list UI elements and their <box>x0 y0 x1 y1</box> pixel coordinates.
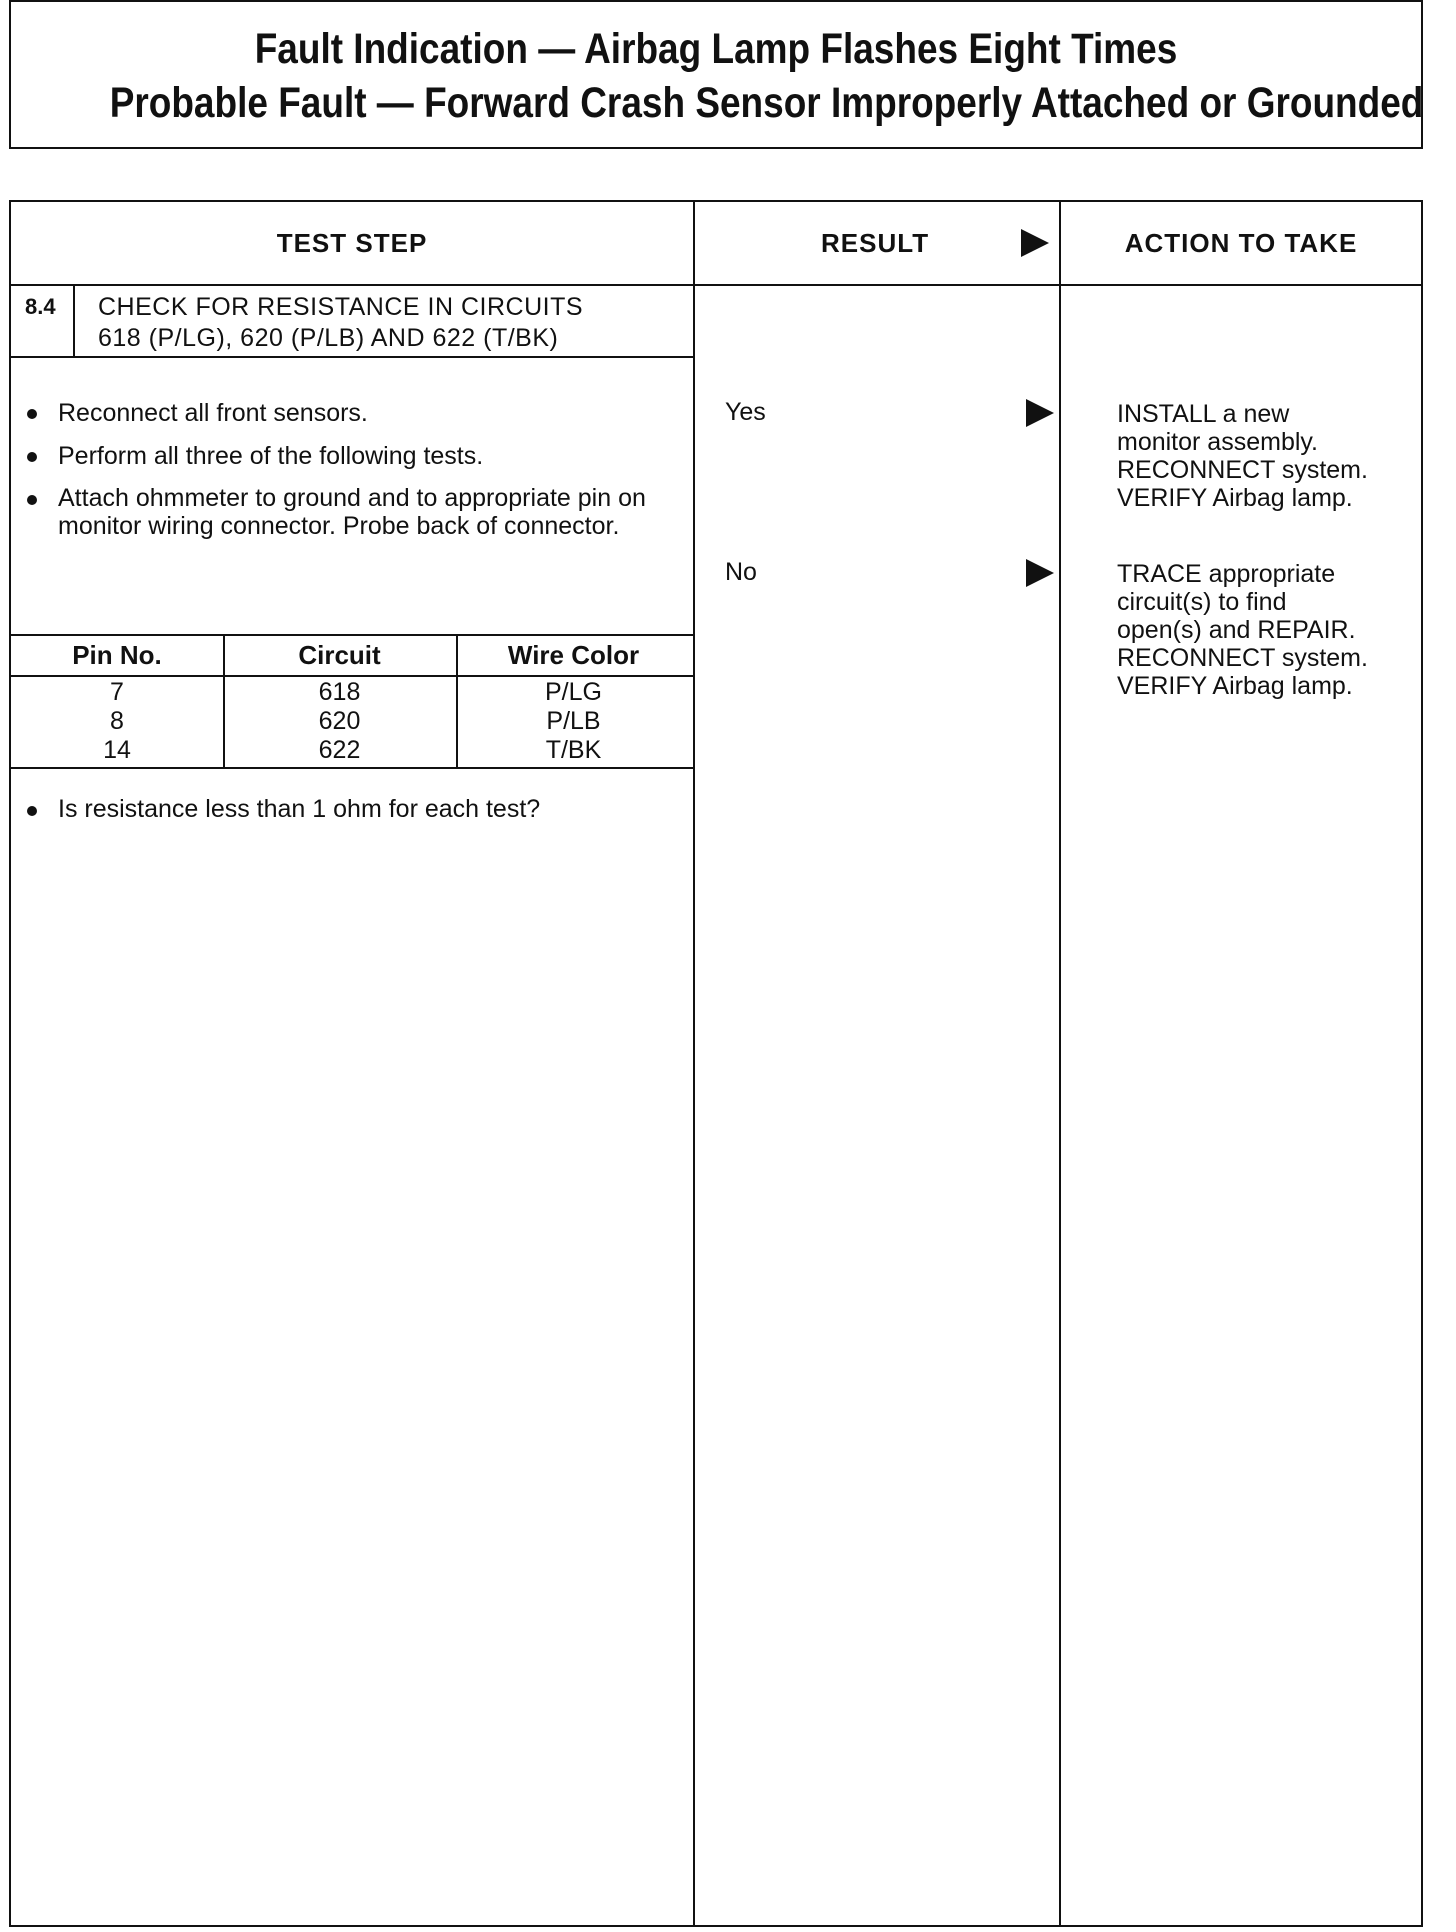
table-cell: 620 <box>318 707 361 735</box>
pin-no-header: Pin No. <box>72 639 162 670</box>
table-cell: 622 <box>318 736 361 764</box>
instruction-item: Perform all three of the following tests. <box>22 441 662 471</box>
test-step-header: TEST STEP <box>276 227 428 258</box>
fault-indication-title: Fault Indication — Airbag Lamp Flashes Eight Times <box>254 25 1178 73</box>
action-yes <box>1117 400 1417 512</box>
step-header-divider <box>11 356 695 358</box>
step-number: 8.4 <box>25 294 56 319</box>
result-header: RESULT <box>821 227 930 258</box>
action-line: open(s) and REPAIR. <box>1117 616 1356 644</box>
result-yes: Yes <box>725 398 766 426</box>
pin-column <box>11 678 223 765</box>
step-number-divider <box>73 284 75 356</box>
table-cell: 8 <box>110 707 124 735</box>
step-title-line: 618 (P/LG), 620 (P/LB) AND 622 (T/BK) <box>98 324 559 352</box>
wire-color-header: Wire Color <box>507 639 640 670</box>
instruction-item: Reconnect all front sensors. <box>22 398 662 428</box>
title-box <box>9 0 1423 149</box>
question-text: Is resistance less than 1 ohm for each test? <box>22 795 540 824</box>
instruction-item: Attach ohmmeter to ground and to appropriate pin on monitor wiring connector. Probe back of connector. <box>22 484 662 540</box>
header-divider <box>11 284 1421 286</box>
pin-table-bottom <box>11 767 695 769</box>
action-header: ACTION TO TAKE <box>1124 227 1358 258</box>
arrow-right-icon <box>1026 399 1054 427</box>
instruction-list <box>22 398 662 553</box>
action-line: RECONNECT system. <box>1117 456 1368 484</box>
arrow-right-icon <box>1026 559 1054 587</box>
action-line: VERIFY Airbag lamp. <box>1117 672 1353 700</box>
probable-fault-title: Probable Fault — Forward Crash Sensor Improperly Attached or Grounded <box>109 79 1424 127</box>
step-title-line: CHECK FOR RESISTANCE IN CIRCUITS <box>98 293 584 321</box>
wire-color-column <box>456 678 691 765</box>
action-line: RECONNECT system. <box>1117 644 1368 672</box>
step-title <box>98 292 583 354</box>
action-line: VERIFY Airbag lamp. <box>1117 484 1353 512</box>
column-divider <box>1059 202 1061 1925</box>
result-no: No <box>725 558 757 586</box>
table-cell: 7 <box>110 678 124 706</box>
action-line: circuit(s) to find <box>1117 588 1287 616</box>
action-line: INSTALL a new <box>1117 400 1290 428</box>
table-cell: T/BK <box>545 736 602 764</box>
arrow-right-icon <box>1021 229 1049 257</box>
table-cell: 14 <box>103 736 131 764</box>
circuit-header: Circuit <box>298 639 381 670</box>
circuit-column <box>223 678 456 765</box>
action-line: TRACE appropriate <box>1117 560 1336 588</box>
action-no <box>1117 560 1417 700</box>
table-cell: P/LG <box>545 678 602 706</box>
action-line: monitor assembly. <box>1117 428 1318 456</box>
column-divider <box>693 202 695 1925</box>
table-cell: P/LB <box>546 707 601 735</box>
table-cell: 618 <box>318 678 361 706</box>
